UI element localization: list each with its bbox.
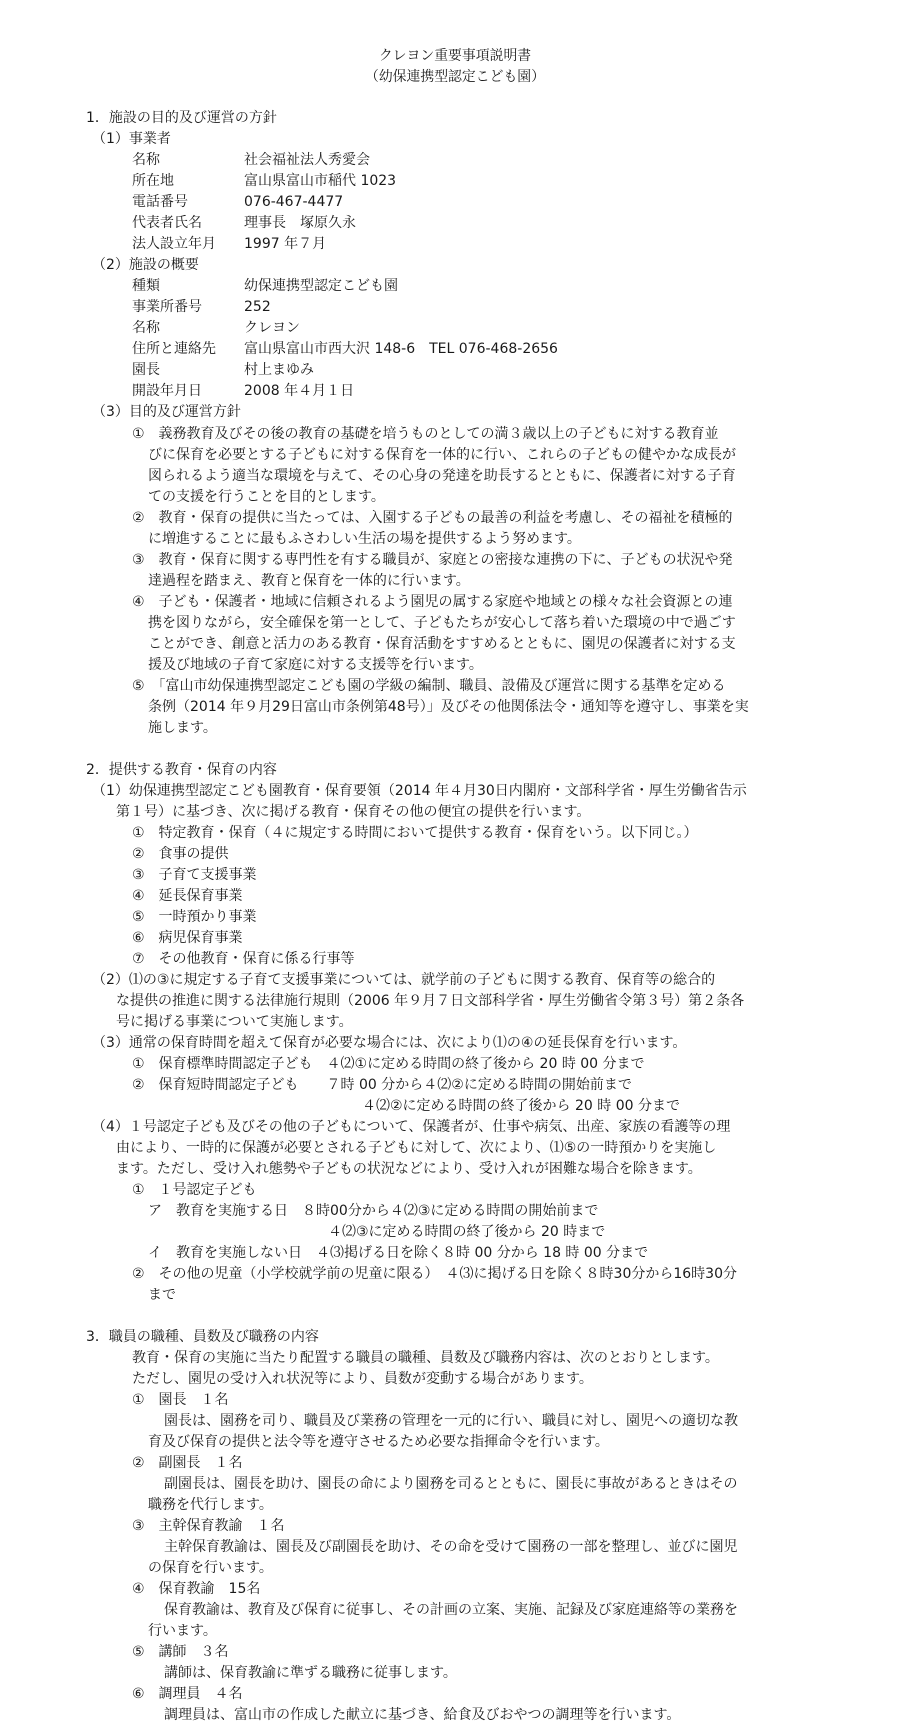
paragraph-line: ての支援を行うことを目的とします。 xyxy=(148,489,385,505)
info-row xyxy=(132,150,370,170)
paragraph-line: ことができ、創意と活力のある教育・保育活動をすすめるとともに、園児の保護者に対する支 xyxy=(148,636,736,652)
paragraph-line: 号に掲げる事業について実施します。 xyxy=(116,1014,353,1030)
info-row xyxy=(132,171,396,191)
s1-p3-heading: （3）目的及び運営方針 xyxy=(92,404,241,420)
paragraph-line: な提供の推進に関する法律施行規則（2006 年９月７日文部科学省・厚生労働省令第３号）第２条各 xyxy=(116,993,745,1009)
list-item: ② 食事の提供 xyxy=(132,846,229,862)
info-row xyxy=(132,297,271,317)
paragraph-line: びに保育を必要とする子どもに対する保育を一体的に行い、これらの子どもの健やかな成長が xyxy=(148,447,736,463)
info-label: 事業所番号 xyxy=(132,299,202,315)
info-label: 名称 xyxy=(132,320,160,336)
section-2-heading: 2．提供する教育・保育の内容 xyxy=(86,762,277,778)
info-value: 富山県富山市稲代 1023 xyxy=(244,173,397,189)
paragraph-line: に増進することに最もふさわしい生活の場を提供するよう努めます。 xyxy=(148,531,581,547)
info-row xyxy=(132,192,343,212)
info-label: 種類 xyxy=(132,278,160,294)
paragraph-line: ⑤ 「富山市幼保連携型認定こども園の学級の編制、職員、設備及び運営に関する基準を定める xyxy=(132,678,726,694)
paragraph-line: ア 教育を実施する日 ８時00分から４⑵③に定める時間の開始前まで xyxy=(148,1203,599,1219)
document-title: クレヨン重要事項説明書 xyxy=(378,48,532,64)
list-item: ④ 延長保育事業 xyxy=(132,888,243,904)
staff-description: 行います。 xyxy=(148,1623,217,1639)
paragraph-line: ② 教育・保育の提供に当たっては、入園する子どもの最善の利益を考慮し、その福祉を積極的 xyxy=(132,510,733,526)
paragraph-line: （1）幼保連携型認定こども園教育・保育要領（2014 年４月30日内閣府・文部科学省・厚生労働省告示 xyxy=(92,783,747,799)
info-value: 社会福祉法人秀愛会 xyxy=(244,152,370,168)
s1-p1-heading: （1）事業者 xyxy=(92,131,171,147)
info-value: 252 xyxy=(244,299,271,315)
info-row xyxy=(132,213,356,233)
paragraph-line: 図られるよう適当な環境を与えて、その心身の発達を助長するとともに、保護者に対する子育 xyxy=(148,468,736,484)
info-row xyxy=(132,234,326,254)
staff-description: 副園長は、園長を助け、園長の命により園務を司るとともに、園長に事故があるときはその xyxy=(164,1476,738,1492)
info-row xyxy=(132,381,354,401)
list-item: ⑤ 一時預かり事業 xyxy=(132,909,257,925)
paragraph-line: （3）通常の保育時間を超えて保育が必要な場合には、次により⑴の④の延長保育を行います。 xyxy=(92,1035,687,1051)
staff-role: ② 副園長 １名 xyxy=(132,1455,243,1471)
staff-description: の保育を行います。 xyxy=(148,1560,273,1576)
staff-role: ⑥ 調理員 ４名 xyxy=(132,1686,243,1702)
info-label: 園長 xyxy=(132,362,160,378)
paragraph-line: 由により、一時的に保護が必要とされる子どもに対して、次により、⑴⑤の一時預かりを実施し xyxy=(116,1140,717,1156)
paragraph-line: ② その他の児童（小学校就学前の児童に限る） ４⑶に掲げる日を除く８時30分から16時30分 xyxy=(132,1266,737,1282)
staff-role: ⑤ 講師 ３名 xyxy=(132,1644,229,1660)
paragraph-line: ４⑵②に定める時間の終了後から 20 時 00 分まで xyxy=(362,1098,680,1114)
info-label: 代表者氏名 xyxy=(132,215,202,231)
staff-description: 職務を代行します。 xyxy=(148,1497,273,1513)
info-value: 2008 年４月１日 xyxy=(244,383,355,399)
paragraph-line: 達過程を踏まえ、教育と保育を一体的に行います。 xyxy=(148,573,470,589)
info-row xyxy=(132,339,558,359)
paragraph-line: ② 保育短時間認定子ども ７時 00 分から４⑵②に定める時間の開始前まで xyxy=(132,1077,632,1093)
info-row xyxy=(132,360,314,380)
info-row xyxy=(132,276,398,296)
list-item: ⑥ 病児保育事業 xyxy=(132,930,243,946)
list-item: ③ 子育て支援事業 xyxy=(132,867,257,883)
info-label: 所在地 xyxy=(132,173,174,189)
paragraph-line: 援及び地域の子育て家庭に対する支援等を行います。 xyxy=(148,657,483,673)
info-value: クレヨン xyxy=(244,320,300,336)
paragraph-line: 教育・保育の実施に当たり配置する職員の職種、員数及び職務内容は、次のとおりとします。 xyxy=(132,1350,719,1366)
document-subtitle: （幼保連携型認定こども園） xyxy=(364,69,545,85)
staff-description: 育及び保育の提供と法令等を遵守させるため必要な指揮命令を行います。 xyxy=(148,1434,609,1450)
paragraph-line: イ 教育を実施しない日 ４⑶掲げる日を除く８時 00 分から 18 時 00 分まで xyxy=(148,1245,649,1261)
paragraph-line: ただし、園児の受け入れ状況等により、員数が変動する場合があります。 xyxy=(132,1371,593,1387)
info-value: 村上まゆみ xyxy=(244,362,314,378)
paragraph-line: ① 保育標準時間認定子ども ４⑵①に定める時間の終了後から 20 時 00 分まで xyxy=(132,1056,645,1072)
paragraph-line: 施します。 xyxy=(148,720,217,736)
paragraph-line: ます。ただし、受け入れ態勢や子どもの状況などにより、受け入れが困難な場合を除きます。 xyxy=(116,1161,702,1177)
info-value: 076-467-4477 xyxy=(244,194,344,210)
info-value: 1997 年７月 xyxy=(244,236,327,252)
staff-description: 園長は、園務を司り、職員及び業務の管理を一元的に行い、職員に対し、園児への適切な教 xyxy=(164,1413,738,1429)
paragraph-line: ④ 子ども・保護者・地域に信頼されるよう園児の属する家庭や地域との様々な社会資源との連 xyxy=(132,594,733,610)
paragraph-line: （2）⑴の③に規定する子育て支援事業については、就学前の子どもに関する教育、保育等の総合的 xyxy=(92,972,716,988)
paragraph-line: 携を図りながら，安全確保を第一として、子どもたちが安心して落ち着いた環境の中で過ごす xyxy=(148,615,736,631)
staff-description: 調理員は、富山市の作成した献立に基づき、給食及びおやつの調理等を行います。 xyxy=(164,1707,681,1723)
paragraph-line: まで xyxy=(148,1287,176,1303)
paragraph-line: （4）１号認定子ども及びその他の子どもについて、保護者が、仕事や病気、出産、家族の看護等の理 xyxy=(92,1119,731,1135)
section-3-heading: 3．職員の職種、員数及び職務の内容 xyxy=(86,1329,319,1345)
paragraph-line: ③ 教育・保育に関する専門性を有する職員が、家庭との密接な連携の下に、子どもの状況や発 xyxy=(132,552,733,568)
info-value: 幼保連携型認定こども園 xyxy=(244,278,398,294)
staff-description: 主幹保育教諭は、園長及び副園長を助け、その命を受けて園務の一部を整理し、並びに園児 xyxy=(164,1539,738,1555)
info-label: 開設年月日 xyxy=(132,383,202,399)
section-1-heading: 1．施設の目的及び運営の方針 xyxy=(86,110,277,126)
staff-role: ③ 主幹保育教諭 １名 xyxy=(132,1518,285,1534)
paragraph-line: ① １号認定子ども xyxy=(132,1182,257,1198)
info-value: 理事長 塚原久永 xyxy=(244,215,356,231)
list-item: ⑦ その他教育・保育に係る行事等 xyxy=(132,951,355,967)
info-row xyxy=(132,318,300,338)
paragraph-line: 条例（2014 年９月29日富山市条例第48号）」及びその他関係法令・通知等を遵守し、事業を実 xyxy=(148,699,749,715)
info-label: 住所と連絡先 xyxy=(132,341,216,357)
s1-p2-heading: （2）施設の概要 xyxy=(92,257,199,273)
info-value: 富山県富山市西大沢 148-6 TEL 076-468-2656 xyxy=(244,341,558,357)
staff-role: ① 園長 １名 xyxy=(132,1392,229,1408)
staff-description: 講師は、保育教諭に準ずる職務に従事します。 xyxy=(164,1665,457,1681)
info-label: 法人設立年月 xyxy=(132,236,216,252)
staff-role: ④ 保育教諭 15名 xyxy=(132,1581,261,1597)
paragraph-line: ４⑵③に定める時間の終了後から 20 時まで xyxy=(328,1224,606,1240)
list-item: ① 特定教育・保育（４に規定する時間において提供する教育・保育をいう。以下同じ。） xyxy=(132,825,698,841)
paragraph-line: ① 義務教育及びその後の教育の基礎を培うものとしての満３歳以上の子どもに対する教育並 xyxy=(132,426,719,442)
staff-description: 保育教諭は、教育及び保育に従事し、その計画の立案、実施、記録及び家庭連絡等の業務を xyxy=(164,1602,738,1618)
paragraph-line: 第１号）に基づき、次に掲げる教育・保育その他の便宜の提供を行います。 xyxy=(116,804,591,820)
info-label: 電話番号 xyxy=(132,194,188,210)
info-label: 名称 xyxy=(132,152,160,168)
